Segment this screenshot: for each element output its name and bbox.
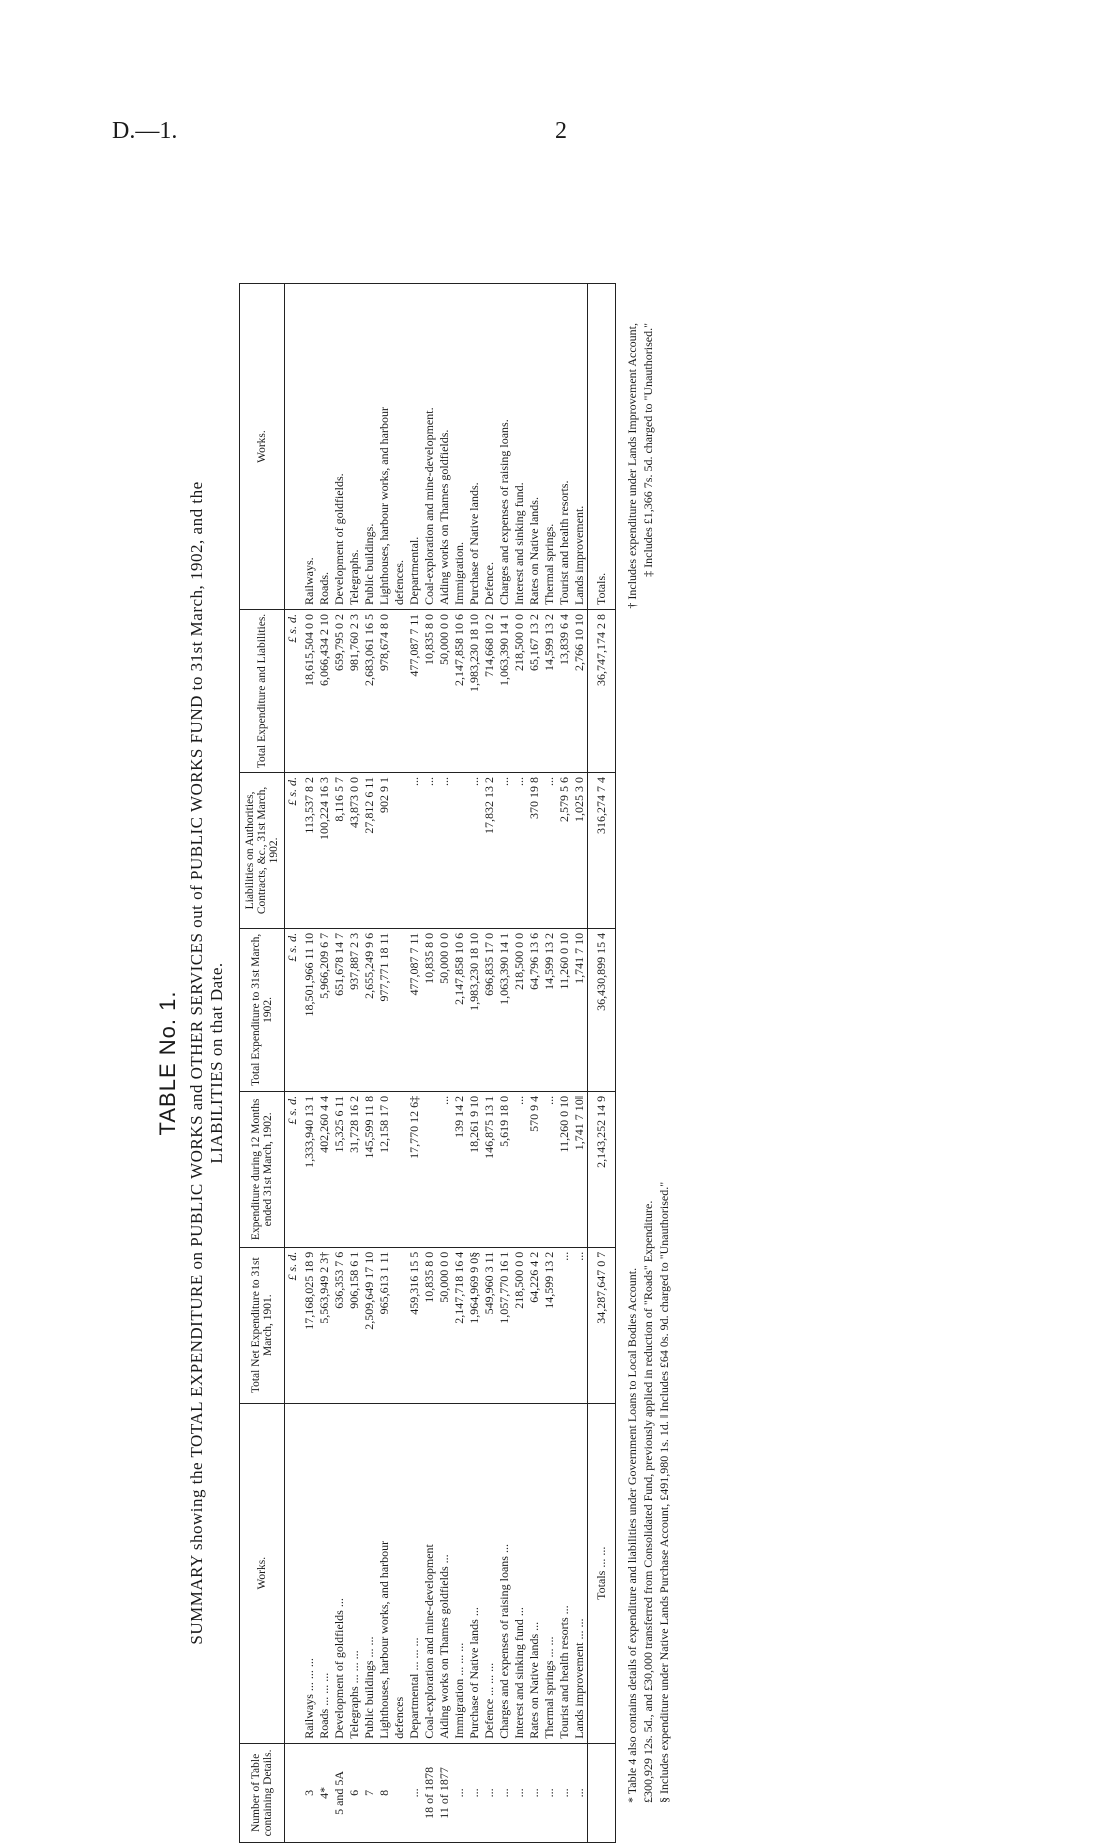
col-header-works: Works. [240, 1403, 285, 1743]
row-liabilities: 43,873 0 0 [347, 773, 362, 929]
row-net: 14,599 13 2 [542, 1247, 557, 1403]
row-total-liabilities: 14,599 13 2 [542, 610, 557, 773]
row-works-right: Interest and sinking fund. [512, 284, 527, 610]
row-total-liabilities: 13,839 6 4 [557, 610, 572, 773]
col-header-total: Total Expenditure to 31st March, 1902. [240, 928, 285, 1091]
row-total-liabilities: 659,795 0 2 [332, 610, 347, 773]
table-row [437, 284, 452, 1843]
header-row [240, 284, 285, 1843]
row-works-right: Development of goldfields. [332, 284, 347, 610]
totals-during: 2,143,252 14 9 [588, 1091, 616, 1247]
row-works: Public buildings ... ... [362, 1403, 377, 1743]
units-cell: £ s. d. [285, 1247, 301, 1403]
row-liabilities: ... [512, 773, 527, 929]
units-cell [285, 284, 301, 610]
table-row [557, 284, 572, 1843]
row-net: 459,316 15 5 [407, 1247, 422, 1403]
table-row [362, 284, 377, 1843]
units-cell: £ s. d. [285, 773, 301, 929]
row-number: 8 [377, 1743, 392, 1842]
row-during: 570 9 4 [527, 1091, 542, 1247]
row-during: 146,875 13 1 [482, 1091, 497, 1247]
row-total: 64,796 13 6 [527, 928, 542, 1091]
row-works: Tourist and health resorts ... [557, 1403, 572, 1743]
table-caption [187, 283, 227, 1843]
table-row [512, 284, 527, 1843]
row-total-liabilities: 714,668 10 2 [482, 610, 497, 773]
row-liabilities: 902 9 1 [377, 773, 392, 929]
row-number: 3 [300, 1743, 317, 1842]
row-works-right: Public buildings. [362, 284, 377, 610]
row-works-right: Thermal springs. [542, 284, 557, 610]
col-header-liabilities: Liabilities on Authorities, Contracts, &c., 31st March, 1902. [240, 773, 285, 929]
col-header-works-right: Works. [240, 284, 285, 610]
totals-row [588, 284, 616, 1843]
row-number: 11 of 1877 [437, 1743, 452, 1842]
table-row [317, 284, 332, 1843]
row-net: 50,000 0 0 [437, 1247, 452, 1403]
row-total [392, 928, 407, 1091]
row-net: 64,226 4 2 [527, 1247, 542, 1403]
footnotes [624, 283, 673, 1843]
row-liabilities: 100,224 16 3 [317, 773, 332, 929]
row-liabilities: ... [467, 773, 482, 929]
row-total-liabilities: 2,147,858 10 6 [452, 610, 467, 773]
row-number: ... [572, 1743, 588, 1842]
row-net: 965,613 1 11 [377, 1247, 392, 1403]
row-number: ... [467, 1743, 482, 1842]
row-during: 145,599 11 8 [362, 1091, 377, 1247]
row-works: Immigration ... ... ... [452, 1403, 467, 1743]
row-total-liabilities: 1,983,230 18 10 [467, 610, 482, 773]
row-works-right: Charges and expenses of raising loans. [497, 284, 512, 610]
row-works: Purchase of Native lands ... [467, 1403, 482, 1743]
row-during: 1,741 7 10‖ [572, 1091, 588, 1247]
row-total-liabilities: 50,000 0 0 [437, 610, 452, 773]
row-works: Defence ... ... ... [482, 1403, 497, 1743]
row-liabilities: ... [407, 773, 422, 929]
row-works-right: Roads. [317, 284, 332, 610]
row-liabilities: 27,812 6 11 [362, 773, 377, 929]
totals-net: 34,287,647 0 7 [588, 1247, 616, 1403]
row-net: 17,168,025 18 9 [300, 1247, 317, 1403]
row-total-liabilities: 18,615,504 0 0 [300, 610, 317, 773]
col-header-number: Number of Table containing Details. [240, 1743, 285, 1842]
totals-liabilities: 316,274 7 4 [588, 773, 616, 929]
row-net: 2,147,718 16 4 [452, 1247, 467, 1403]
row-total: 2,655,249 9 6 [362, 928, 377, 1091]
table-row [572, 284, 588, 1843]
rotated-table-block [155, 283, 895, 1843]
units-cell: £ s. d. [285, 928, 301, 1091]
row-during: 11,260 0 10 [557, 1091, 572, 1247]
row-liabilities: 1,025 3 0 [572, 773, 588, 929]
row-number [392, 1743, 407, 1842]
row-during: 5,619 18 0 [497, 1091, 512, 1247]
row-number: ... [527, 1743, 542, 1842]
table-row [300, 284, 317, 1843]
table-title: TABLE No. 1. [155, 990, 180, 1136]
totals-total: 36,430,899 15 4 [588, 928, 616, 1091]
row-total: 18,501,966 11 10 [300, 928, 317, 1091]
row-works: Coal-exploration and mine-development [422, 1403, 437, 1743]
row-during: ... [437, 1091, 452, 1247]
totals-works-right: Totals. [588, 284, 616, 610]
row-works-right: Lighthouses, harbour works, and harbour [377, 284, 392, 610]
row-during [392, 1091, 407, 1247]
footnote-line-3: § Includes expenditure under Native Lands Purchase Account, £491,980 1s. 1d. ‖ Includes £64 0s. 9d. charged to "Unauthorised." [657, 1181, 672, 1803]
document-reference: D.—1. [112, 118, 178, 144]
footnote-2a: £300,929 12s. 5d., and £30,000 transferred from Consolidated Fund, previously applied in reduction of "Roads" Expenditure. [641, 1200, 656, 1803]
row-total-liabilities: 2,766 10 10 [572, 610, 588, 773]
row-works: Telegraphs ... ... ... [347, 1403, 362, 1743]
footnote-line-2 [640, 323, 656, 1803]
row-total: 977,771 18 11 [377, 928, 392, 1091]
row-total-liabilities: 6,066,434 2 10 [317, 610, 332, 773]
row-number: ... [542, 1743, 557, 1842]
row-total: 1,741 7 10 [572, 928, 588, 1091]
row-works: Roads ... ... ... [317, 1403, 332, 1743]
row-total-liabilities: 1,063,390 14 1 [497, 610, 512, 773]
row-number: 6 [347, 1743, 362, 1842]
col-header-during: Expenditure during 12 Months ended 31st March, 1902. [240, 1091, 285, 1247]
row-during: 12,158 17 0 [377, 1091, 392, 1247]
row-total: 11,260 0 10 [557, 928, 572, 1091]
caption-line-2: LIABILITIES on that Date. [207, 962, 226, 1164]
row-net [392, 1247, 407, 1403]
table-row [542, 284, 557, 1843]
row-works: Rates on Native lands ... [527, 1403, 542, 1743]
table-row [497, 284, 512, 1843]
row-liabilities [452, 773, 467, 929]
row-works: Departmental ... ... ... [407, 1403, 422, 1743]
row-total-liabilities: 2,683,061 16 5 [362, 610, 377, 773]
table-row [347, 284, 362, 1843]
row-during: ... [512, 1091, 527, 1247]
row-works-right: Lands improvement. [572, 284, 588, 610]
row-works-right: Telegraphs. [347, 284, 362, 610]
row-liabilities: 2,579 5 6 [557, 773, 572, 929]
row-works: Thermal springs ... ... [542, 1403, 557, 1743]
totals-label: Totals ... ... [588, 1403, 616, 1743]
row-works-right: Departmental. [407, 284, 422, 610]
row-total-liabilities [392, 610, 407, 773]
totals-num [588, 1743, 616, 1842]
row-works-right: Defence. [482, 284, 497, 610]
units-cell [285, 1403, 301, 1743]
table-row [527, 284, 542, 1843]
page-number: 2 [555, 118, 567, 144]
table-row [332, 284, 347, 1843]
units-cell: £ s. d. [285, 1091, 301, 1247]
row-net: 2,509,649 17 10 [362, 1247, 377, 1403]
row-works-right: Coal-exploration and mine-development. [422, 284, 437, 610]
row-total: 2,147,858 10 6 [452, 928, 467, 1091]
row-during: 402,260 4 4 [317, 1091, 332, 1247]
row-net: 906,158 6 1 [347, 1247, 362, 1403]
row-liabilities: 113,537 8 2 [300, 773, 317, 929]
row-number: ... [482, 1743, 497, 1842]
row-during: 18,261 9 10 [467, 1091, 482, 1247]
row-number: ... [497, 1743, 512, 1842]
row-during [422, 1091, 437, 1247]
row-net: 5,563,949 2 3† [317, 1247, 332, 1403]
row-total-liabilities: 981,760 2 3 [347, 610, 362, 773]
row-net: 549,960 3 11 [482, 1247, 497, 1403]
row-works-right: Immigration. [452, 284, 467, 610]
row-works-right: Tourist and health resorts. [557, 284, 572, 610]
row-total: 14,599 13 2 [542, 928, 557, 1091]
row-number: ... [512, 1743, 527, 1842]
row-works-right: Railways. [300, 284, 317, 610]
row-works-right: defences. [392, 284, 407, 610]
row-total-liabilities: 65,167 13 2 [527, 610, 542, 773]
row-liabilities: 17,832 13 2 [482, 773, 497, 929]
row-number: 7 [362, 1743, 377, 1842]
row-liabilities [392, 773, 407, 929]
row-total: 1,983,230 18 10 [467, 928, 482, 1091]
row-during: 15,325 6 11 [332, 1091, 347, 1247]
row-number: ... [407, 1743, 422, 1842]
row-works: Lands improvement ... ... [572, 1403, 588, 1743]
summary-table [239, 283, 616, 1843]
row-works: Interest and sinking fund ... [512, 1403, 527, 1743]
units-cell: £ s. d. [285, 610, 301, 773]
table-row [377, 284, 392, 1843]
col-header-total-liabilities: Total Expenditure and Liabilities. [240, 610, 285, 773]
row-total: 696,835 17 0 [482, 928, 497, 1091]
row-number: 18 of 1878 [422, 1743, 437, 1842]
row-total: 477,087 7 11 [407, 928, 422, 1091]
row-works: Railways ... ... ... [300, 1403, 317, 1743]
row-during: 1,333,940 13 1 [300, 1091, 317, 1247]
row-works: Aiding works on Thames goldfields ... [437, 1403, 452, 1743]
row-net: 1,057,770 16 1 [497, 1247, 512, 1403]
totals-total-liabilities: 36,747,174 2 8 [588, 610, 616, 773]
col-header-net: Total Net Expenditure to 31st March, 1901. [240, 1247, 285, 1403]
row-total-liabilities: 218,500 0 0 [512, 610, 527, 773]
row-net: 218,500 0 0 [512, 1247, 527, 1403]
row-works: Development of goldfields ... [332, 1403, 347, 1743]
table-row [422, 284, 437, 1843]
table-row [482, 284, 497, 1843]
row-total: 50,000 0 0 [437, 928, 452, 1091]
footnote-line-1 [624, 323, 640, 1803]
caption-line-1: SUMMARY showing the TOTAL EXPENDITURE on PUBLIC WORKS and OTHER SERVICES out of PUBLIC WORKS FUND to 31st March, 1902, and the [187, 481, 206, 1645]
row-number: 5 and 5A [332, 1743, 347, 1842]
row-total: 651,678 14 7 [332, 928, 347, 1091]
units-row [285, 284, 301, 1843]
row-number: 4* [317, 1743, 332, 1842]
row-liabilities: ... [437, 773, 452, 929]
table-row [407, 284, 422, 1843]
row-net: 636,353 7 6 [332, 1247, 347, 1403]
row-works-right: Rates on Native lands. [527, 284, 542, 610]
row-during: ... [542, 1091, 557, 1247]
row-net: ... [557, 1247, 572, 1403]
footnote-1b: † Includes expenditure under Lands Improvement Account, [625, 323, 639, 609]
table-row [452, 284, 467, 1843]
row-net: ... [572, 1247, 588, 1403]
row-during: 17,770 12 6‡ [407, 1091, 422, 1247]
row-net: 10,835 8 0 [422, 1247, 437, 1403]
row-liabilities: 370 19 8 [527, 773, 542, 929]
row-total: 10,835 8 0 [422, 928, 437, 1091]
row-works-right: Purchase of Native lands. [467, 284, 482, 610]
row-liabilities: ... [497, 773, 512, 929]
row-during: 31,728 16 2 [347, 1091, 362, 1247]
row-total: 5,966,209 6 7 [317, 928, 332, 1091]
row-liabilities: ... [422, 773, 437, 929]
row-works: Charges and expenses of raising loans ... [497, 1403, 512, 1743]
row-total: 937,887 2 3 [347, 928, 362, 1091]
row-liabilities: 8,116 5 7 [332, 773, 347, 929]
row-works: defences [392, 1403, 407, 1743]
units-cell [285, 1743, 301, 1842]
row-number: ... [452, 1743, 467, 1842]
footnote-2b: ‡ Includes £1,366 7s. 5d. charged to "Unauthorised." [641, 323, 656, 577]
row-liabilities: ... [542, 773, 557, 929]
row-during: 139 14 2 [452, 1091, 467, 1247]
row-total-liabilities: 477,087 7 11 [407, 610, 422, 773]
row-total: 218,500 0 0 [512, 928, 527, 1091]
row-works-right: Aiding works on Thames goldfields. [437, 284, 452, 610]
table-row [392, 284, 407, 1843]
footnote-1a: * Table 4 also contains details of expenditure and liabilities under Government Loans to Local Bodies Account. [625, 1267, 639, 1803]
row-works: Lighthouses, harbour works, and harbour [377, 1403, 392, 1743]
row-total: 1,063,390 14 1 [497, 928, 512, 1091]
row-number: ... [557, 1743, 572, 1842]
row-net: 1,964,969 9 0§ [467, 1247, 482, 1403]
row-total-liabilities: 978,674 8 0 [377, 610, 392, 773]
row-total-liabilities: 10,835 8 0 [422, 610, 437, 773]
table-row [467, 284, 482, 1843]
